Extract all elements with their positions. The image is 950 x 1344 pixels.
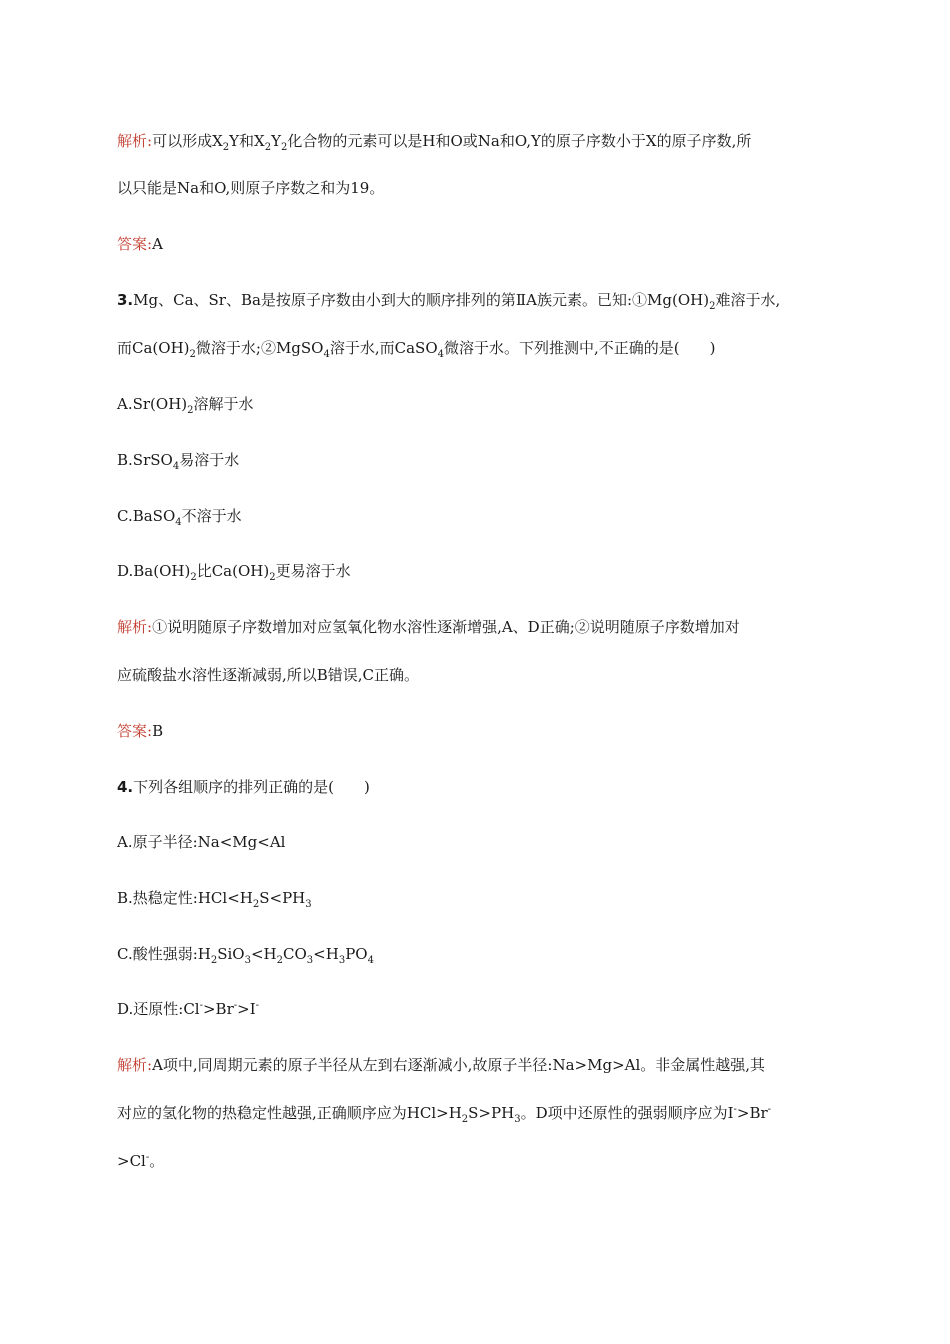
text: B.SrSO [117,451,173,469]
superscript: - [255,1000,260,1011]
text: 溶解于水 [193,395,254,413]
q4-option-a: A.原子半径:Na<Mg<Al [117,833,286,851]
text: S<PH [259,889,306,907]
text: 微溶于水。下列推测中,不正确的是( ) [444,339,716,357]
subscript: 2 [210,955,218,966]
text: 下列各组顺序的排列正确的是( ) [133,778,370,796]
q3-option-c [117,506,242,526]
text: S>PH [468,1104,515,1122]
question-number: 3. [117,291,134,309]
text: 可以形成X [152,132,223,150]
text: 难溶于水, [715,291,781,309]
text: A项中,同周期元素的原子半径从左到右逐渐减小,故原子半径:Na>Mg>Al。非金属性越强,其 [152,1056,766,1074]
text: <H [250,945,277,963]
text: 微溶于水;②MgSO [195,339,324,357]
q4-stem [117,777,370,797]
text: <H [313,945,339,963]
q3-option-a [117,394,254,414]
subscript: 2 [276,955,284,966]
q3-analysis-line-1 [117,617,740,637]
superscript: - [767,1104,772,1115]
text: A.Sr(OH) [117,395,188,413]
text: Mg、Ca、Sr、Ba是按原子序数由小到大的顺序排列的第ⅡA族元素。已知:①Mg(OH) [133,291,710,309]
subscript: 2 [461,1114,469,1125]
text: D.Ba(OH) [117,562,191,580]
subscript: 2 [252,899,260,910]
text: D.还原性:Cl [117,1000,200,1018]
text: CO [283,945,307,963]
subscript: 3 [514,1114,521,1125]
q3-stem-line-2 [117,338,715,358]
text: 。 [149,1152,165,1170]
analysis-label: 解析: [117,132,153,150]
text: 不溶于水 [181,507,242,525]
subscript: 4 [175,517,182,528]
subscript: 4 [323,349,330,360]
text: >I [237,1000,256,1018]
subscript: 4 [367,955,374,966]
q3-option-b [117,450,239,470]
text: 而Ca(OH) [117,339,190,357]
q4-option-c [117,944,374,964]
answer-label: 答案: [117,722,153,740]
q4-analysis-line-2 [117,1103,771,1123]
subscript: 2 [190,572,197,583]
text: PO [345,945,368,963]
text: 更易溶于水 [275,562,351,580]
q3-stem-line-1 [117,290,780,310]
text: >Br [736,1104,768,1122]
subscript: 2 [281,142,288,153]
answer-label: 答案: [117,235,153,253]
subscript: 2 [189,349,196,360]
subscript: 2 [187,405,194,416]
analysis-label: 解析: [117,1056,153,1074]
text: 。D项中还原性的强弱顺序应为I [520,1104,734,1122]
q2-analysis-line-1 [117,131,751,151]
answer-value: B [152,722,164,740]
subscript: 2 [269,572,276,583]
subscript: 3 [306,955,314,966]
text: 溶于水,而CaSO [329,339,438,357]
text: 化合物的元素可以是H和O或Na和O,Y的原子序数小于X的原子序数,所 [287,132,752,150]
answer-value: A [152,235,163,253]
q3-answer [117,721,163,741]
subscript: 3 [244,955,251,966]
q4-analysis-line-1 [117,1055,765,1075]
text: ①说明随原子序数增加对应氢氧化物水溶性逐渐增强,A、D正确;②说明随原子序数增加对 [152,618,740,636]
subscript: 2 [222,142,230,153]
analysis-label: 解析: [117,618,153,636]
subscript: 4 [437,349,444,360]
q2-analysis-line-2: 以只能是Na和O,则原子序数之和为19。 [117,179,385,197]
q3-analysis-line-2: 应硫酸盐水溶性逐渐减弱,所以B错误,C正确。 [117,666,420,684]
text: 比Ca(OH) [196,562,270,580]
q4-analysis-line-3 [117,1151,164,1171]
subscript: 3 [338,955,346,966]
subscript: 2 [264,142,272,153]
q4-option-b [117,888,312,908]
text: Y [271,132,281,150]
subscript: 2 [709,301,716,312]
q4-option-d [117,999,259,1019]
superscript: - [233,1000,238,1011]
subscript: 4 [172,461,180,472]
text: C.BaSO [117,507,176,525]
superscript: - [145,1152,150,1163]
text: 易溶于水 [179,451,240,469]
q3-option-d [117,561,351,581]
text: C.酸性强弱:H [117,945,211,963]
text: Y和X [229,132,265,150]
text: >Cl [117,1152,146,1170]
question-number: 4. [117,778,134,796]
subscript: 3 [305,899,312,910]
text: 对应的氢化物的热稳定性越强,正确顺序应为HCl>H [117,1104,462,1122]
text: SiO [217,945,245,963]
q2-answer [117,234,163,254]
text: >Br [202,1000,234,1018]
text: B.热稳定性:HCl<H [117,889,253,907]
superscript: - [199,1000,203,1011]
superscript: - [733,1104,737,1115]
